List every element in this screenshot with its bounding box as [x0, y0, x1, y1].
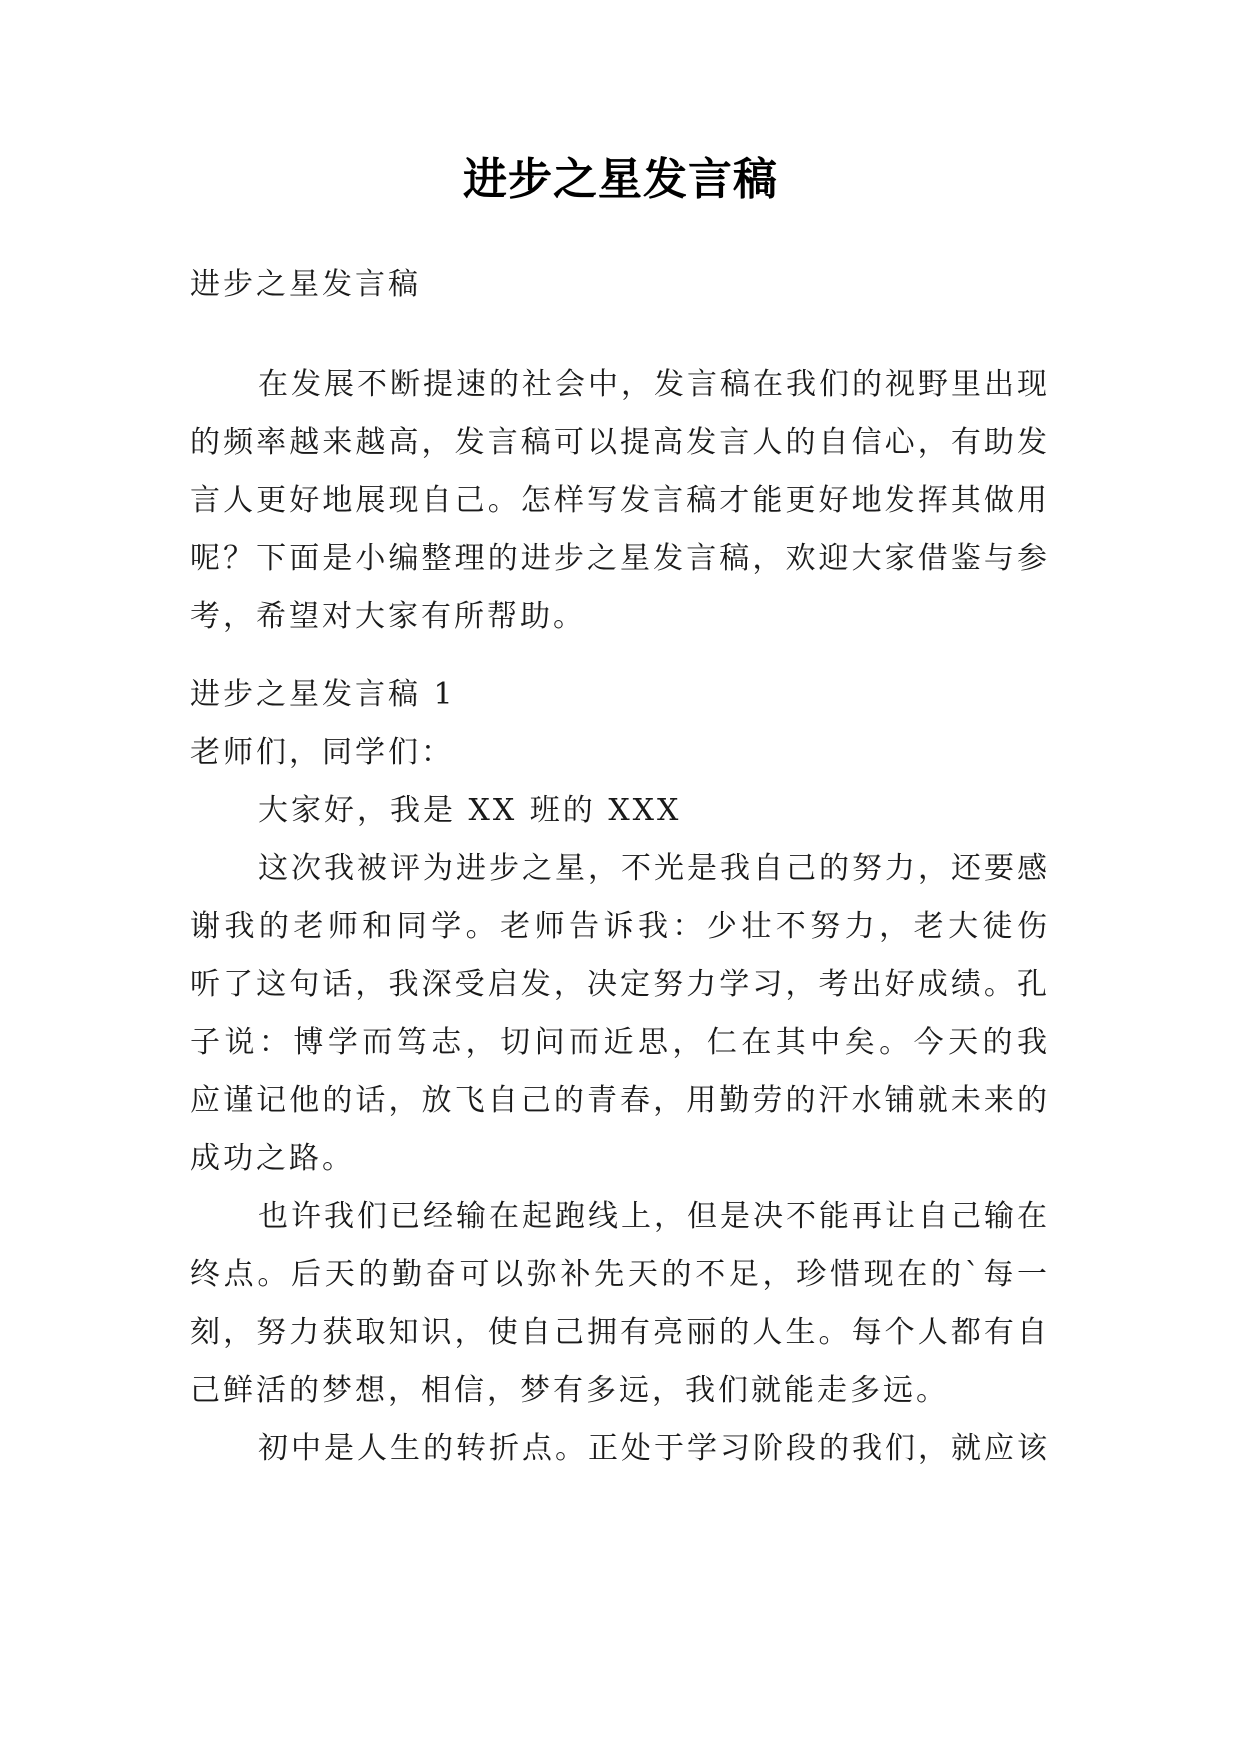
speech-paragraph-1 [190, 840, 1050, 1188]
section-heading: 进步之星发言稿 1 [190, 677, 456, 712]
intro-line: 在发展不断提速的社会中，发言稿在我们的视野里出现 [258, 367, 1050, 402]
intro-paragraph [190, 356, 1050, 646]
paragraph-line: 己鲜活的梦想，相信，梦有多远，我们就能走多远。 [190, 1373, 949, 1408]
paragraph-line: 这次我被评为进步之星，不光是我自己的努力，还要感 [258, 851, 1050, 886]
speech-section [190, 666, 1050, 1478]
intro-line: 考，希望对大家有所帮助。 [190, 599, 586, 634]
paragraph-line: 子说：博学而笃志，切问而近思，仁在其中矣。今天的我 [190, 1025, 1050, 1060]
paragraph-line: 应谨记他的话，放飞自己的青春，用勤劳的汗水铺就未来的 [190, 1083, 1050, 1118]
greeting: 大家好，我是 XX 班的 XXX [258, 793, 682, 828]
speech-paragraph-3 [190, 1420, 1050, 1478]
paragraph-line: 谢我的老师和同学。老师告诉我：少壮不努力，老大徒伤 [190, 909, 1050, 944]
document-title: 进步之星发言稿 [463, 154, 778, 205]
paragraph-line: 刻，努力获取知识，使自己拥有亮丽的人生。每个人都有自 [190, 1315, 1050, 1350]
intro-line: 言人更好地展现自己。怎样写发言稿才能更好地发挥其做用 [190, 483, 1050, 518]
salutation: 老师们，同学们： [190, 735, 454, 770]
intro-line: 的频率越来越高，发言稿可以提高发言人的自信心，有助发 [190, 425, 1050, 460]
paragraph-line: 听了这句话，我深受启发，决定努力学习，考出好成绩。孔 [190, 967, 1050, 1002]
document-subtitle: 进步之星发言稿 [190, 267, 421, 302]
paragraph-line: 终点。后天的勤奋可以弥补先天的不足，珍惜现在的`每一 [190, 1257, 1050, 1292]
paragraph-line: 成功之路。 [190, 1141, 355, 1176]
subtitle-block [190, 256, 1050, 314]
intro-line: 呢？下面是小编整理的进步之星发言稿，欢迎大家借鉴与参 [190, 541, 1050, 576]
paragraph-line: 初中是人生的转折点。正处于学习阶段的我们，就应该 [258, 1431, 1050, 1466]
paragraph-line: 也许我们已经输在起跑线上，但是决不能再让自己输在 [258, 1199, 1050, 1234]
speech-paragraph-2 [190, 1188, 1050, 1420]
